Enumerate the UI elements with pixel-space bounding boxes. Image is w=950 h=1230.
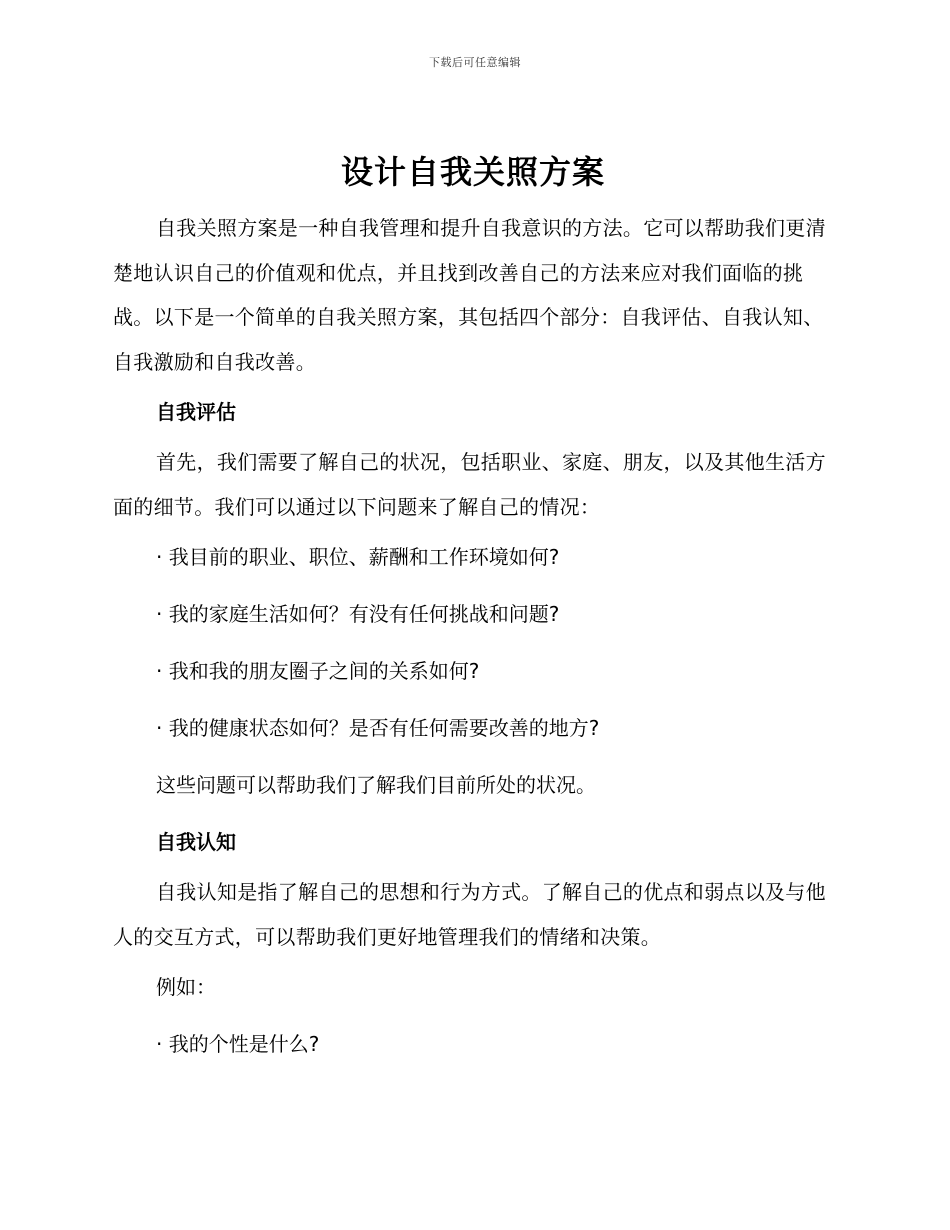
list-item: · 我目前的职业、职位、薪酬和工作环境如何? [156, 545, 560, 569]
list-item: · 我的个性是什么? [156, 1032, 320, 1056]
document-body [113, 148, 833, 1087]
example-label: 例如： [156, 975, 216, 999]
section-heading-self-awareness: 自我认知 [156, 830, 236, 854]
page-header-note: 下载后可任意编辑 [429, 56, 521, 69]
self-assessment-paragraph: 首先，我们需要了解自己的状况，包括职业、家庭、朋友，以及其他生活方面的细节。我们可以通过以下问题来了解自己的情况： [113, 450, 826, 519]
list-item: · 我和我的朋友圈子之间的关系如何? [156, 659, 480, 683]
document-title: 设计自我关照方案 [340, 153, 605, 191]
self-assessment-closing: 这些问题可以帮助我们了解我们目前所处的状况。 [156, 773, 596, 797]
list-item: · 我的家庭生活如何？有没有任何挑战和问题? [156, 602, 560, 626]
self-awareness-paragraph: 自我认知是指了解自己的思想和行为方式。了解自己的优点和弱点以及与他人的交互方式，可以帮助我们更好地管理我们的情绪和决策。 [113, 880, 826, 949]
intro-paragraph: 自我关照方案是一种自我管理和提升自我意识的方法。它可以帮助我们更清楚地认识自己的价值观和优点，并且找到改善自己的方法来应对我们面临的挑战。以下是一个简单的自我关照方案，其包括四个部分：自我评估、自我认知、自我激励和自我改善。 [113, 216, 826, 374]
list-item: · 我的健康状态如何？是否有任何需要改善的地方? [156, 716, 600, 740]
section-heading-self-assessment: 自我评估 [156, 400, 236, 424]
